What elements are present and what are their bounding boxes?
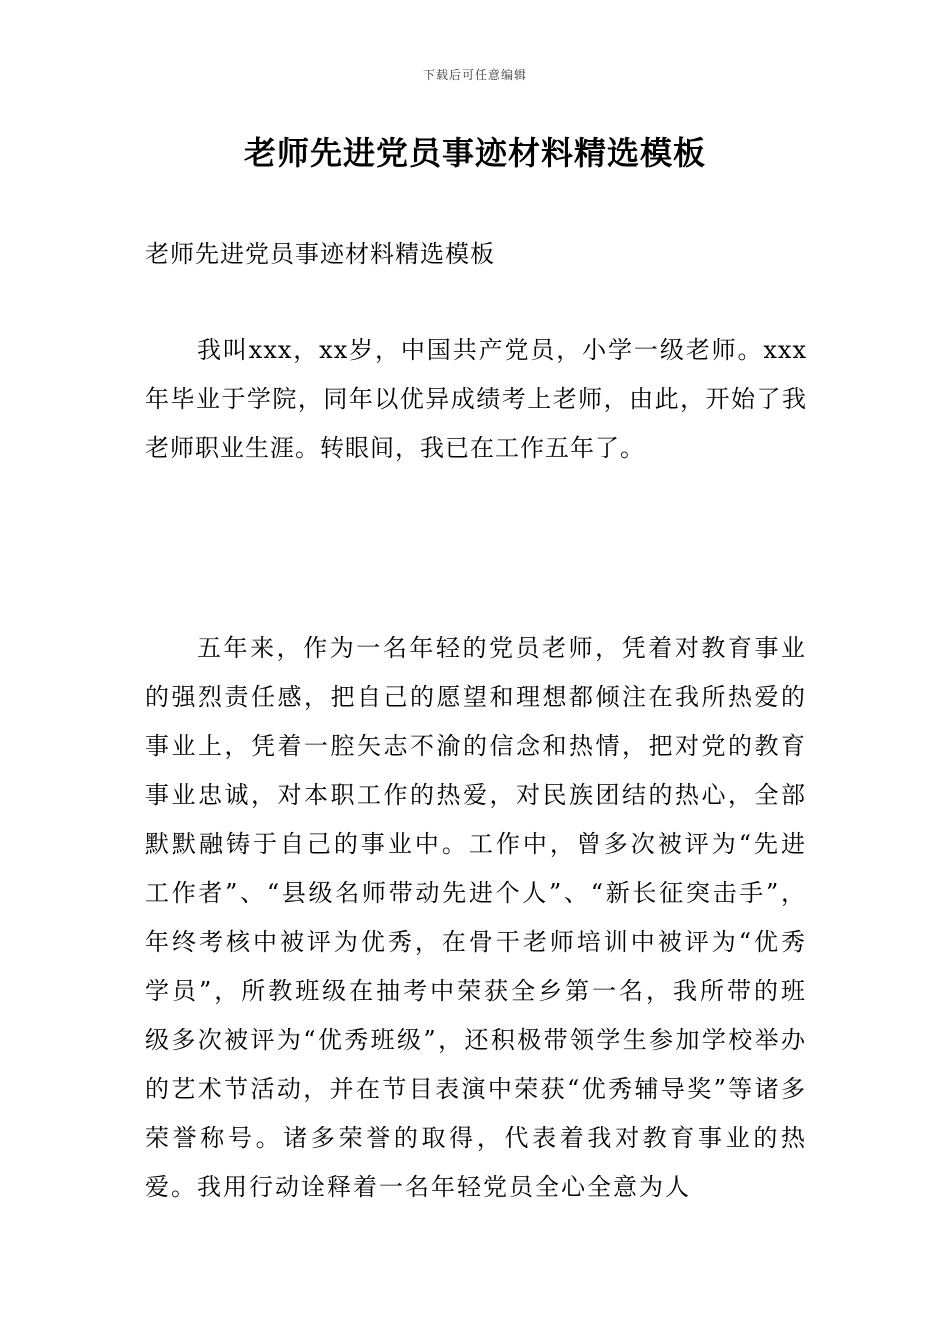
document-title: 老师先进党员事迹材料精选模板: [243, 134, 706, 172]
paragraph-achievements: 五年来，作为一名年轻的党员老师，凭着对教育事业的强烈责任感，把自己的愿望和理想都倾注在我所热爱的事业上，凭着一腔矢志不渝的信念和热情，把对党的教育事业忠诚，对本职工作的热爱，对民族团结的热心，全部默默融铸于自己的事业中。工作中，曾多次被评为“先进工作者”、“县级名师带动先进个人”、“新长征突击手”，年终考核中被评为优秀，在骨干老师培训中被评为“优秀学员”，所教班级在抽考中荣获全乡第一名，我所带的班级多次被评为“优秀班级”，还积极带领学生参加学校举办的艺术节活动，并在节目表演中荣获“优秀辅导奖”等诸多荣誉称号。诸多荣誉的取得，代表着我对教育事业的热爱。我用行动诠释着一名年轻党员全心全意为人: [145, 634, 807, 1201]
header-note: 下载后可任意编辑: [422, 68, 527, 82]
paragraph-intro: 我叫xxx，xx岁，中国共产党员，小学一级老师。xxx年毕业于学院，同年以优异成绩考上老师，由此，开始了我老师职业生涯。转眼间，我已在工作五年了。: [145, 336, 807, 462]
document-subtitle: 老师先进党员事迹材料精选模板: [145, 240, 495, 268]
